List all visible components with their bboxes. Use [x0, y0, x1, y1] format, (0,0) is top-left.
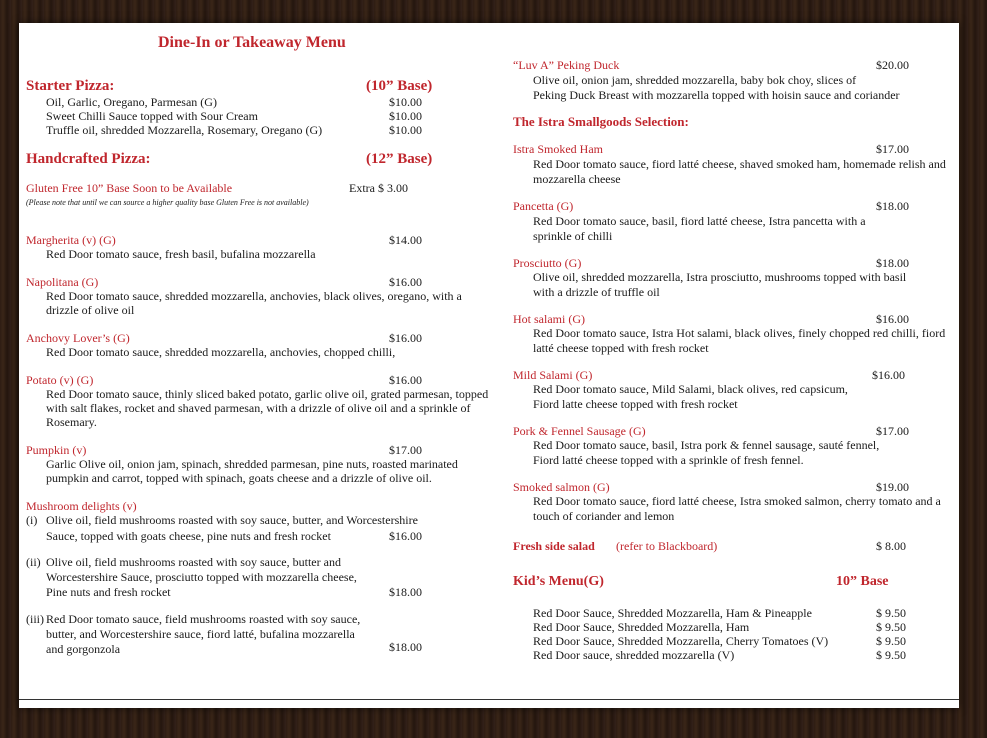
item-price: $14.00: [389, 233, 422, 247]
item-price: $16.00: [389, 373, 422, 387]
item-desc: Red Door tomato sauce, basil, fiord latté cheese, Istra pancetta with a: [533, 214, 866, 228]
item-price: $17.00: [389, 443, 422, 457]
item-price: $16.00: [389, 331, 422, 345]
starter-price: $10.00: [389, 95, 422, 109]
item-name: Mushroom delights (v): [26, 499, 137, 513]
kids-heading: Kid’s Menu(G): [513, 574, 604, 589]
side-salad-price: $ 8.00: [876, 539, 906, 553]
side-salad-note: (refer to Blackboard): [616, 539, 718, 553]
kids-price: $ 9.50: [876, 648, 906, 662]
option-number: (iii): [26, 612, 44, 626]
item-desc: Red Door tomato sauce, basil, Istra pork & fennel sausage, sauté fennel,: [533, 438, 880, 452]
menu-page: [19, 23, 959, 708]
item-name: Pumpkin (v): [26, 443, 87, 457]
item-price: $18.00: [876, 256, 909, 270]
istra-heading: The Istra Smallgoods Selection:: [513, 114, 689, 129]
kids-item: Red Door Sauce, Shredded Mozzarella, Cherry Tomatoes (V): [533, 634, 829, 648]
item-price: $20.00: [876, 58, 909, 72]
item-desc: Red Door tomato sauce, field mushrooms roasted with soy sauce,: [46, 612, 361, 626]
item-desc: Red Door tomato sauce, fiord latté cheese, Istra smoked salmon, cherry tomato and a: [533, 494, 941, 508]
kids-item: Red Door sauce, shredded mozzarella (V): [533, 648, 735, 662]
item-desc: latté cheese topped with fresh rocket: [533, 341, 709, 355]
item-price: $16.00: [389, 529, 422, 543]
item-name: Pork & Fennel Sausage (G): [513, 424, 646, 438]
item-price: $16.00: [389, 275, 422, 289]
option-number: (ii): [26, 555, 41, 569]
item-desc: Worcestershire Sauce, prosciutto topped with mozzarella cheese,: [46, 570, 357, 584]
item-name: Potato (v) (G): [26, 373, 94, 387]
item-desc: Olive oil, field mushrooms roasted with soy sauce, butter and: [46, 555, 341, 569]
side-salad-name: Fresh side salad: [513, 539, 595, 553]
item-desc: and gorgonzola: [46, 642, 121, 656]
option-number: (i): [26, 513, 38, 527]
item-desc: sprinkle of chilli: [533, 229, 613, 243]
starter-item: Truffle oil, shredded Mozzarella, Rosemary, Oregano (G): [46, 123, 323, 137]
item-desc: Red Door tomato sauce, shredded mozzarella, anchovies, black olives, oregano, with a: [46, 289, 462, 303]
item-name: Prosciutto (G): [513, 256, 582, 270]
item-price: $17.00: [876, 142, 909, 156]
item-desc: touch of coriander and lemon: [533, 509, 675, 523]
menu-title: Dine-In or Takeaway Menu: [158, 34, 346, 51]
item-name: Margherita (v) (G): [26, 233, 116, 247]
item-name: Smoked salmon (G): [513, 480, 610, 494]
handcrafted-base: (12” Base): [366, 151, 433, 167]
bottom-divider: [19, 699, 959, 700]
starter-item: Oil, Garlic, Oregano, Parmesan (G): [46, 95, 217, 109]
starter-price: $10.00: [389, 109, 422, 123]
item-price: $17.00: [876, 424, 909, 438]
item-desc: with a drizzle of truffle oil: [533, 285, 660, 299]
item-name: Hot salami (G): [513, 312, 585, 326]
item-desc: Red Door tomato sauce, thinly sliced baked potato, garlic olive oil, grated parmesan, topped: [46, 387, 489, 401]
gluten-free-extra: Extra $ 3.00: [349, 181, 408, 195]
starter-price: $10.00: [389, 123, 422, 137]
kids-base: 10” Base: [836, 574, 889, 589]
kids-price: $ 9.50: [876, 634, 906, 648]
item-price: $16.00: [876, 312, 909, 326]
item-name: “Luv A” Peking Duck: [513, 58, 620, 72]
item-desc: Olive oil, field mushrooms roasted with soy sauce, butter, and Worcestershire: [46, 513, 418, 527]
item-desc: Fiord latte cheese topped with fresh rocket: [533, 397, 738, 411]
handcrafted-heading: Handcrafted Pizza:: [26, 151, 151, 167]
item-desc: mozzarella cheese: [533, 172, 621, 186]
starter-item: Sweet Chilli Sauce topped with Sour Cream: [46, 109, 258, 123]
kids-item: Red Door Sauce, Shredded Mozzarella, Ham & Pineapple: [533, 606, 812, 620]
item-desc: Peking Duck Breast with mozzarella topped with hoisin sauce and coriander: [533, 88, 900, 102]
item-desc: Pine nuts and fresh rocket: [46, 585, 171, 599]
item-name: Anchovy Lover’s (G): [26, 331, 130, 345]
item-desc: Sauce, topped with goats cheese, pine nuts and fresh rocket: [46, 529, 331, 543]
item-desc: pumpkin and carrot, topped with spinach, goats cheese and a drizzle of olive oil.: [46, 471, 432, 485]
item-price: $19.00: [876, 480, 909, 494]
item-desc: Red Door tomato sauce, fiord latté cheese, shaved smoked ham, homemade relish and: [533, 157, 946, 171]
item-desc: Olive oil, onion jam, shredded mozzarella, baby bok choy, slices of: [533, 73, 857, 87]
item-desc: Rosemary.: [46, 415, 97, 429]
item-desc: Red Door tomato sauce, Mild Salami, black olives, red capsicum,: [533, 382, 848, 396]
item-desc: Red Door tomato sauce, fresh basil, bufalina mozzarella: [46, 247, 316, 261]
kids-price: $ 9.50: [876, 606, 906, 620]
gluten-free-note: (Please note that until we can source a higher quality base Gluten Free is not available): [26, 198, 309, 207]
starter-heading: Starter Pizza:: [26, 78, 115, 94]
item-price: $18.00: [389, 640, 422, 654]
item-name: Pancetta (G): [513, 199, 574, 213]
item-name: Mild Salami (G): [513, 368, 593, 382]
item-desc: drizzle of olive oil: [46, 303, 135, 317]
item-desc: butter, and Worcestershire sauce, fiord latté, bufalina mozzarella: [46, 627, 355, 641]
item-desc: Red Door tomato sauce, shredded mozzarella, anchovies, chopped chilli,: [46, 345, 396, 359]
item-desc: with salt flakes, rocket and shaved parmesan, with a drizzle of olive oil and a sprinkle of: [46, 401, 471, 415]
kids-price: $ 9.50: [876, 620, 906, 634]
item-name: Istra Smoked Ham: [513, 142, 603, 156]
item-desc: Fiord latté cheese topped with a sprinkle of fresh fennel.: [533, 453, 804, 467]
item-price: $18.00: [389, 585, 422, 599]
item-desc: Red Door tomato sauce, Istra Hot salami, black olives, finely chopped red chilli, fiord: [533, 326, 946, 340]
item-price: $16.00: [872, 368, 905, 382]
item-desc: Olive oil, shredded mozzarella, Istra prosciutto, mushrooms topped with basil: [533, 270, 907, 284]
kids-item: Red Door Sauce, Shredded Mozzarella, Ham: [533, 620, 750, 634]
item-desc: Garlic Olive oil, onion jam, spinach, shredded parmesan, pine nuts, roasted marinated: [46, 457, 458, 471]
item-name: Napolitana (G): [26, 275, 99, 289]
gluten-free-name: Gluten Free 10” Base Soon to be Available: [26, 181, 233, 195]
starter-base: (10” Base): [366, 78, 433, 94]
item-price: $18.00: [876, 199, 909, 213]
